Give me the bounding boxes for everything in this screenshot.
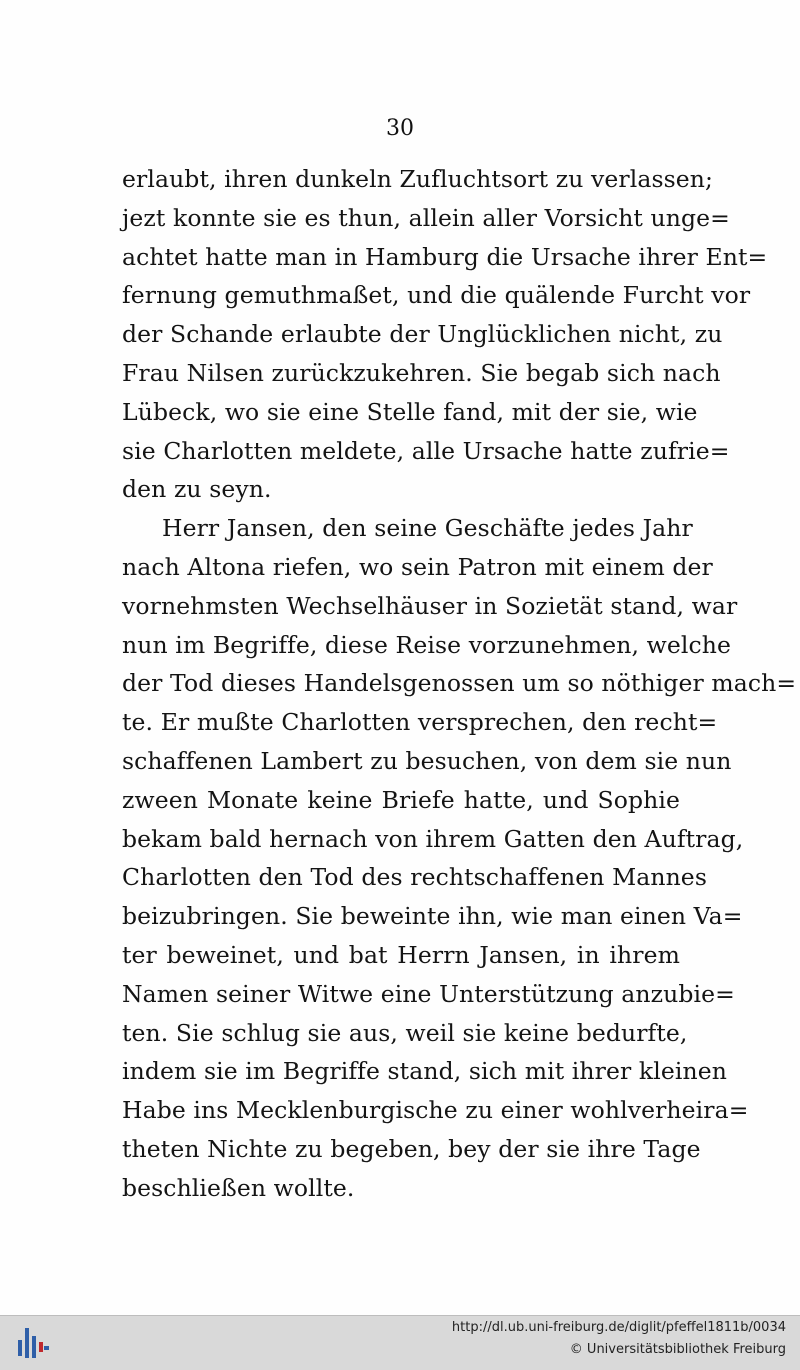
text-line: beizubringen. Sie beweinte ihn, wie man einen Va= [122,902,743,931]
text-line: den zu seyn. [122,475,272,504]
text-line: fernung gemuthmaßet, und die quälende Furcht vor [122,281,751,310]
text-line: theten Nichte zu begeben, bey der sie ihre Tage [122,1134,701,1163]
text-line: erlaubt, ihren dunkeln Zufluchtsort zu verlassen; [122,165,714,193]
body-text [122,160,797,1208]
footer-bar [0,1315,800,1370]
text-line: nun im Begriffe, diese Reise vorzunehmen, welche [122,630,731,659]
text-line: der Schande erlaubte der Unglücklichen nicht, zu [122,320,723,349]
text-line: Namen seiner Witwe eine Unterstützung anzubie= [122,979,735,1008]
ub-freiburg-logo-icon[interactable] [14,1324,52,1362]
copyright-text: © Universitätsbibliothek Freiburg [569,1342,786,1357]
text-line: der Tod dieses Handelsgenossen um so nöthiger mach= [122,669,797,698]
text-line: jezt konnte sie es thun, allein aller Vorsicht unge= [122,203,730,232]
text-line: Charlotten den Tod des rechtschaffenen Mannes [122,863,707,892]
text-line: zween Monate keine Briefe hatte, und Sophie [122,785,680,814]
text-line: Herr Jansen, den seine Geschäfte jedes Jahr [162,514,693,543]
text-line: sie Charlotten meldete, alle Ursache hatte zufrie= [122,436,730,465]
text-line: Habe ins Mecklenburgische zu einer wohlverheira= [122,1096,749,1125]
text-line: nach Altona riefen, wo sein Patron mit einem der [122,552,713,581]
text-line: vornehmsten Wechselhäuser in Sozietät stand, war [122,591,738,620]
text-line: ter beweinet, und bat Herrn Jansen, in ihrem [122,940,680,969]
source-url-link[interactable]: http://dl.ub.uni-freiburg.de/diglit/pfeffel1811b/0034 [451,1320,786,1335]
text-line: ten. Sie schlug sie aus, weil sie keine bedurfte, [122,1018,688,1047]
text-line: beschließen wollte. [122,1173,355,1202]
text-line: Frau Nilsen zurückzukehren. Sie begab sich nach [122,358,721,387]
text-line: achtet hatte man in Hamburg die Ursache ihrer Ent= [122,242,768,271]
text-line: te. Er mußte Charlotten versprechen, den recht= [122,708,718,737]
page-number: 30 [386,116,414,141]
text-line: Lübeck, wo sie eine Stelle fand, mit der sie, wie [122,397,698,426]
text-line: indem sie im Begriffe stand, sich mit ihrer kleinen [122,1057,727,1086]
text-line: schaffenen Lambert zu besuchen, von dem sie nun [122,746,732,775]
text-line: bekam bald hernach von ihrem Gatten den Auftrag, [122,824,744,853]
